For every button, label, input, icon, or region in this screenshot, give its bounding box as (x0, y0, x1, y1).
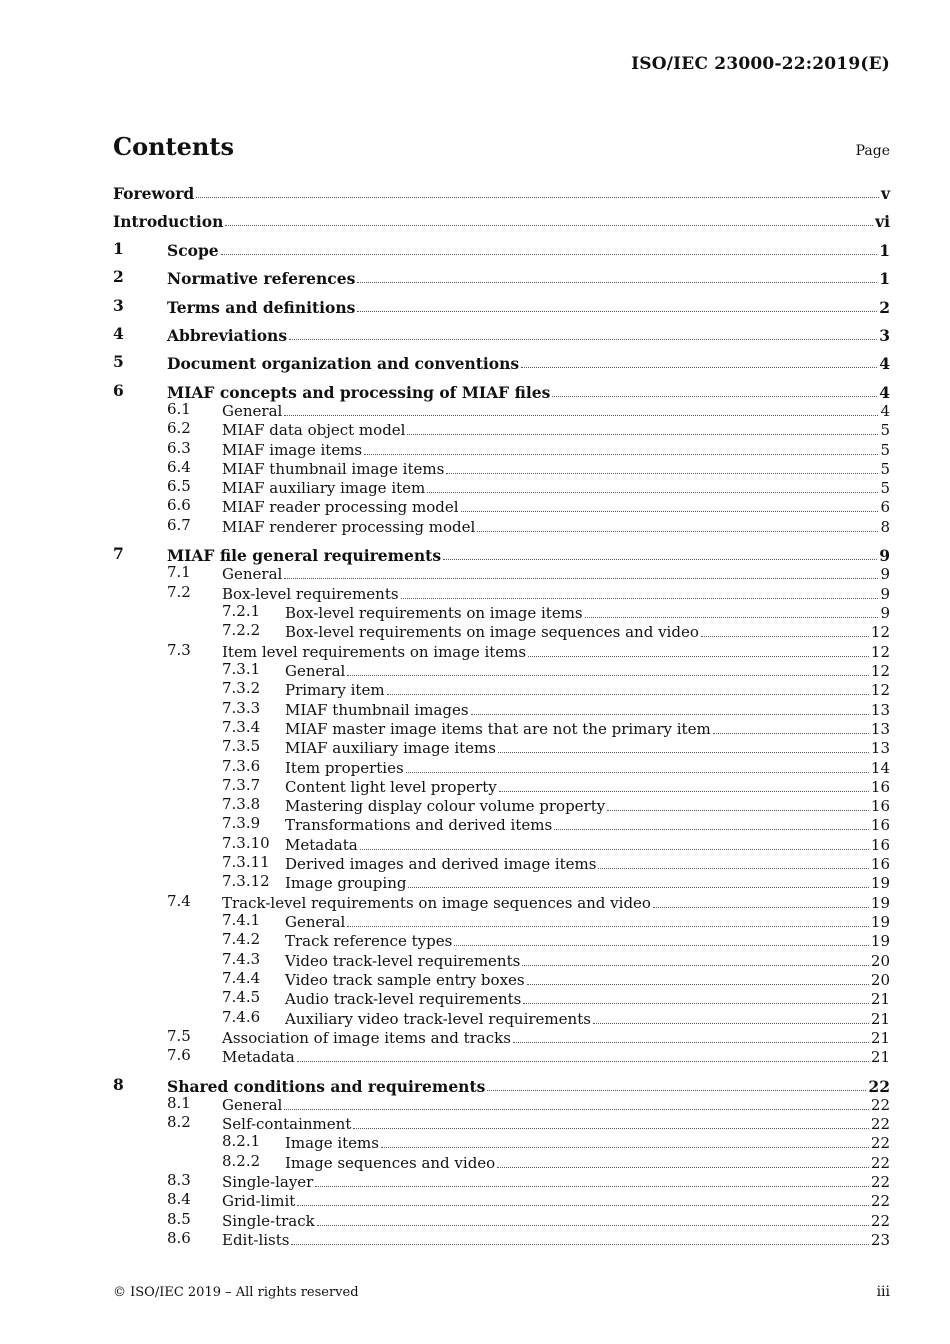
toc-entry-number: 1 (113, 239, 124, 258)
toc-entry-label: MIAF auxiliary image item (222, 479, 426, 497)
toc-entry-page: 8 (880, 518, 890, 536)
toc-entry[interactable] (113, 183, 890, 202)
footer-page-number: iii (876, 1284, 890, 1300)
toc-entry-label: General (222, 565, 283, 583)
toc-entry-page: 6 (880, 498, 890, 516)
toc-entry-label: Single-layer (222, 1173, 314, 1191)
toc-entry-page: 22 (870, 1212, 890, 1230)
toc-leader-dots (196, 197, 879, 198)
toc-leader-dots (284, 415, 878, 416)
toc-entry-label: Normative references (167, 269, 356, 288)
toc-leader-dots (461, 511, 879, 512)
toc-entry-label: Image items (285, 1134, 379, 1152)
toc-entry-page: 3 (879, 326, 890, 345)
toc-leader-dots (527, 984, 869, 985)
toc-entry-label: MIAF thumbnail images (285, 701, 469, 719)
toc-entry-label: Grid-limit (222, 1192, 296, 1210)
toc-entry-number: 7.2.2 (222, 621, 261, 639)
toc-leader-dots (523, 1003, 869, 1004)
toc-entry-label: Scope (167, 241, 219, 260)
toc-entry-label: MIAF concepts and processing of MIAF files (167, 383, 551, 402)
toc-entry[interactable] (113, 240, 890, 259)
toc-entry[interactable] (113, 970, 890, 989)
toc-entry-label: Track reference types (285, 932, 453, 950)
toc-entry-label: Video track-level requirements (285, 952, 521, 970)
standard-identifier: ISO/IEC 23000-22:2019(E) (631, 54, 890, 74)
toc-leader-dots (443, 559, 877, 560)
toc-entry-number: 8.6 (167, 1229, 191, 1247)
toc-entry-number: 6.2 (167, 419, 191, 437)
toc-entry-number: 4 (113, 324, 124, 343)
toc-entry-number: 7.3.7 (222, 776, 261, 794)
toc-entry-number: 7.6 (167, 1046, 191, 1064)
page-title: Contents (113, 132, 234, 161)
toc-entry-page: 22 (870, 1096, 890, 1114)
toc-entry-number: 8.2.1 (222, 1132, 261, 1150)
toc-entry[interactable] (113, 873, 890, 892)
toc-entry[interactable] (113, 951, 890, 970)
toc-entry-page: 19 (870, 913, 890, 931)
toc-entry-page: 19 (870, 932, 890, 950)
toc-entry-number: 7.3.12 (222, 872, 270, 890)
toc-entry-label: MIAF file general requirements (167, 546, 442, 565)
toc-entry-page: 21 (870, 1048, 890, 1066)
toc-entry-number: 7.1 (167, 563, 191, 581)
toc-entry-page: 14 (870, 759, 890, 777)
toc-entry[interactable] (113, 1114, 890, 1133)
toc-entry-page: 4 (879, 354, 890, 373)
toc-entry[interactable] (113, 401, 890, 420)
toc-entry[interactable] (113, 796, 890, 815)
toc-leader-dots (499, 791, 869, 792)
toc-entry-page: v (880, 184, 890, 203)
toc-leader-dots (401, 598, 879, 599)
toc-entry-page: 16 (870, 797, 890, 815)
toc-entry[interactable] (113, 1133, 890, 1152)
toc-leader-dots (521, 367, 877, 368)
toc-entry-number: 7.2 (167, 583, 191, 601)
toc-leader-dots (552, 396, 877, 397)
toc-entry-number: 7.3.9 (222, 814, 261, 832)
toc-entry-page: 16 (870, 816, 890, 834)
toc-entry[interactable] (113, 777, 890, 796)
toc-entry-page: 2 (879, 298, 890, 317)
toc-leader-dots (297, 1205, 869, 1206)
toc-entry[interactable] (113, 758, 890, 777)
toc-leader-dots (284, 578, 878, 579)
toc-entry-number: 3 (113, 296, 124, 315)
toc-leader-dots (357, 282, 877, 283)
toc-entry-page: 4 (880, 402, 890, 420)
toc-entry[interactable] (113, 517, 890, 536)
toc-entry-label: MIAF renderer processing model (222, 518, 476, 536)
toc-entry-number: 7.3.3 (222, 699, 261, 717)
toc-entry[interactable] (113, 1009, 890, 1028)
toc-entry-page: 13 (870, 701, 890, 719)
toc-entry-label: General (285, 913, 346, 931)
toc-entry-page: 16 (870, 836, 890, 854)
toc-entry-page: 9 (880, 604, 890, 622)
toc-entry-number: 7.3.10 (222, 834, 270, 852)
toc-leader-dots (701, 636, 869, 637)
toc-entry-page: vi (875, 212, 890, 231)
toc-leader-dots (446, 473, 878, 474)
toc-entry[interactable] (113, 478, 890, 497)
toc-entry-page: 22 (870, 1134, 890, 1152)
toc-entry-number: 7.3.1 (222, 660, 261, 678)
toc-entry-number: 6.4 (167, 458, 191, 476)
toc-entry-number: 8.2.2 (222, 1152, 261, 1170)
toc-entry-label: Derived images and derived image items (285, 855, 597, 873)
toc-entry-label: Audio track-level requirements (285, 990, 522, 1008)
toc-entry-page: 16 (870, 778, 890, 796)
toc-entry[interactable] (113, 1095, 890, 1114)
toc-entry-page: 12 (870, 662, 890, 680)
toc-leader-dots (387, 694, 869, 695)
toc-entry[interactable] (113, 211, 890, 230)
toc-entry-label: Auxiliary video track-level requirements (285, 1010, 591, 1028)
toc-entry-label: Self-containment (222, 1115, 352, 1133)
toc-entry-label: Content light level property (285, 778, 497, 796)
footer-copyright: © ISO/IEC 2019 – All rights reserved (113, 1285, 359, 1300)
toc-entry-label: Image sequences and video (285, 1154, 496, 1172)
toc-entry[interactable] (113, 1172, 890, 1191)
toc-entry[interactable] (113, 382, 890, 401)
toc-entry-number: 7.4.4 (222, 969, 261, 987)
toc-entry-page: 23 (870, 1231, 890, 1249)
toc-entry[interactable] (113, 297, 890, 316)
toc-entry-label: MIAF thumbnail image items (222, 460, 445, 478)
toc-entry-label: Mastering display colour volume property (285, 797, 606, 815)
toc-entry-label: General (222, 402, 283, 420)
toc-entry[interactable] (113, 854, 890, 873)
toc-entry-label: Box-level requirements on image sequences and video (285, 623, 699, 641)
toc-entry-number: 8.3 (167, 1171, 191, 1189)
toc-entry[interactable] (113, 497, 890, 516)
toc-entry[interactable] (113, 931, 890, 950)
toc-entry[interactable] (113, 1076, 890, 1095)
toc-entry-label: Document organization and conventions (167, 354, 520, 373)
toc-entry-page: 13 (870, 720, 890, 738)
toc-leader-dots (353, 1128, 869, 1129)
toc-entry-number: 7.3 (167, 641, 191, 659)
toc-entry-label: Primary item (285, 681, 385, 699)
toc-entry[interactable] (113, 912, 890, 931)
toc-entry-number: 2 (113, 267, 124, 286)
toc-entry-page: 5 (880, 479, 890, 497)
toc-entry-number: 7 (113, 544, 124, 563)
toc-leader-dots (317, 1225, 869, 1226)
toc-entry-number: 6.7 (167, 516, 191, 534)
toc-entry-page: 5 (880, 441, 890, 459)
toc-entry[interactable] (113, 680, 890, 699)
toc-leader-dots (598, 868, 868, 869)
toc-entry-label: Video track sample entry boxes (285, 971, 525, 989)
toc-leader-dots (477, 531, 878, 532)
toc-leader-dots (297, 1061, 869, 1062)
toc-entry[interactable] (113, 584, 890, 603)
toc-leader-dots (347, 926, 869, 927)
toc-entry[interactable] (113, 719, 890, 738)
toc-entry-page: 9 (880, 585, 890, 603)
toc-leader-dots (498, 752, 869, 753)
toc-entry[interactable] (113, 420, 890, 439)
toc-entry-number: 7.4.2 (222, 930, 261, 948)
toc-leader-dots (284, 1109, 869, 1110)
toc-entry-page: 19 (870, 874, 890, 892)
toc-entry-number: 6.1 (167, 400, 191, 418)
toc-entry[interactable] (113, 1211, 890, 1230)
toc-leader-dots (487, 1090, 866, 1091)
toc-entry-page: 21 (870, 1029, 890, 1047)
page-column-label: Page (855, 143, 890, 159)
toc-entry-page: 22 (870, 1173, 890, 1191)
toc-entry-number: 7.4.3 (222, 950, 261, 968)
toc-entry-page: 9 (880, 565, 890, 583)
toc-entry-page: 13 (870, 739, 890, 757)
toc-entry-number: 6 (113, 381, 124, 400)
toc-leader-dots (291, 1244, 868, 1245)
toc-entry-number: 8.5 (167, 1210, 191, 1228)
toc-entry-number: 7.5 (167, 1027, 191, 1045)
toc-entry-page: 22 (870, 1154, 890, 1172)
toc-entry-label: Image grouping (285, 874, 407, 892)
toc-leader-dots (347, 675, 869, 676)
toc-entry-page: 12 (870, 643, 890, 661)
toc-leader-dots (471, 714, 869, 715)
toc-entry-label: Metadata (285, 836, 358, 854)
toc-entry-number: 7.4.1 (222, 911, 261, 929)
toc-entry[interactable] (113, 564, 890, 583)
toc-entry[interactable] (113, 545, 890, 564)
toc-entry-page: 1 (879, 241, 890, 260)
toc-leader-dots (289, 339, 877, 340)
toc-entry-label: Box-level requirements (222, 585, 399, 603)
toc-entry-page: 4 (879, 383, 890, 402)
toc-entry-number: 6.6 (167, 496, 191, 514)
toc-entry-number: 7.3.8 (222, 795, 261, 813)
toc-entry-page: 19 (870, 894, 890, 912)
toc-entry-label: Foreword (113, 184, 195, 203)
toc-leader-dots (607, 810, 869, 811)
toc-entry-page: 12 (870, 681, 890, 699)
toc-entry-number: 8.4 (167, 1190, 191, 1208)
toc-entry-page: 20 (870, 971, 890, 989)
toc-entry-page: 1 (879, 269, 890, 288)
toc-leader-dots (528, 656, 869, 657)
toc-entry[interactable] (113, 1191, 890, 1210)
toc-leader-dots (315, 1186, 869, 1187)
toc-entry[interactable] (113, 738, 890, 757)
toc-entry-page: 12 (870, 623, 890, 641)
toc-entry-page: 9 (879, 546, 890, 565)
toc-leader-dots (713, 733, 869, 734)
toc-entry[interactable] (113, 815, 890, 834)
toc-entry-label: Transformations and derived items (285, 816, 553, 834)
toc-leader-dots (406, 772, 869, 773)
toc-entry[interactable] (113, 1028, 890, 1047)
toc-entry[interactable] (113, 622, 890, 641)
toc-entry-page: 22 (868, 1077, 890, 1096)
toc-entry[interactable] (113, 835, 890, 854)
toc-entry[interactable] (113, 440, 890, 459)
toc-entry-label: MIAF data object model (222, 421, 406, 439)
toc-leader-dots (593, 1023, 869, 1024)
toc-entry[interactable] (113, 459, 890, 478)
toc-entry-number: 7.4 (167, 892, 191, 910)
toc-leader-dots (364, 454, 878, 455)
toc-entry[interactable] (113, 603, 890, 622)
toc-entry-label: MIAF image items (222, 441, 363, 459)
toc-entry-page: 5 (880, 460, 890, 478)
toc-entry-number: 7.4.5 (222, 988, 261, 1006)
toc-entry-page: 5 (880, 421, 890, 439)
toc-entry-label: MIAF auxiliary image items (285, 739, 496, 757)
toc-leader-dots (225, 225, 873, 226)
toc-entry[interactable] (113, 353, 890, 372)
toc-leader-dots (408, 887, 868, 888)
toc-entry-label: Metadata (222, 1048, 295, 1066)
toc-leader-dots (497, 1167, 869, 1168)
toc-entry-label: Single-track (222, 1212, 315, 1230)
toc-entry-number: 7.3.6 (222, 757, 261, 775)
toc-entry-number: 7.3.2 (222, 679, 261, 697)
toc-entry-label: Edit-lists (222, 1231, 290, 1249)
toc-entry-label: Abbreviations (167, 326, 288, 345)
toc-leader-dots (427, 492, 878, 493)
toc-entry-label: MIAF master image items that are not the primary item (285, 720, 711, 738)
toc-leader-dots (653, 907, 869, 908)
toc-entry-number: 8.2 (167, 1113, 191, 1131)
toc-entry-number: 6.3 (167, 439, 191, 457)
toc-entry-number: 7.3.4 (222, 718, 261, 736)
toc-entry-label: General (285, 662, 346, 680)
toc-entry[interactable] (113, 661, 890, 680)
toc-entry-number: 6.5 (167, 477, 191, 495)
toc-entry-label: General (222, 1096, 283, 1114)
toc-leader-dots (513, 1042, 869, 1043)
toc-entry-label: Terms and definitions (167, 298, 356, 317)
toc-leader-dots (554, 829, 869, 830)
toc-entry[interactable] (113, 1047, 890, 1066)
toc-entry-label: Item level requirements on image items (222, 643, 527, 661)
toc-entry-number: 7.3.5 (222, 737, 261, 755)
toc-entry-page: 21 (870, 990, 890, 1008)
toc-entry-page: 16 (870, 855, 890, 873)
toc-entry-page: 20 (870, 952, 890, 970)
toc-entry[interactable] (113, 268, 890, 287)
toc-entry-page: 22 (870, 1115, 890, 1133)
toc-entry-number: 7.2.1 (222, 602, 261, 620)
toc-entry-label: Shared conditions and requirements (167, 1077, 486, 1096)
toc-entry[interactable] (113, 700, 890, 719)
toc-entry[interactable] (113, 325, 890, 344)
toc-entry-page: 21 (870, 1010, 890, 1028)
toc-leader-dots (585, 617, 879, 618)
toc-entry-number: 8.1 (167, 1094, 191, 1112)
toc-entry-label: Item properties (285, 759, 404, 777)
toc-leader-dots (454, 945, 869, 946)
toc-entry-number: 7.4.6 (222, 1008, 261, 1026)
toc-entry-label: Introduction (113, 212, 224, 231)
toc-leader-dots (522, 965, 869, 966)
toc-leader-dots (357, 311, 877, 312)
toc-leader-dots (360, 849, 869, 850)
toc-entry-label: MIAF reader processing model (222, 498, 459, 516)
toc-entry[interactable] (113, 893, 890, 912)
toc-entry[interactable] (113, 1230, 890, 1249)
toc-entry-page: 22 (870, 1192, 890, 1210)
toc-leader-dots (221, 254, 878, 255)
toc-entry-label: Box-level requirements on image items (285, 604, 583, 622)
toc-leader-dots (407, 434, 878, 435)
toc-entry[interactable] (113, 642, 890, 661)
toc-entry[interactable] (113, 989, 890, 1008)
toc-leader-dots (381, 1147, 869, 1148)
toc-entry[interactable] (113, 1153, 890, 1172)
toc-entry-label: Association of image items and tracks (222, 1029, 511, 1047)
toc-entry-label: Track-level requirements on image sequences and video (222, 894, 651, 912)
toc-entry-number: 5 (113, 352, 124, 371)
toc-entry-number: 8 (113, 1075, 124, 1094)
toc-entry-number: 7.3.11 (222, 853, 270, 871)
